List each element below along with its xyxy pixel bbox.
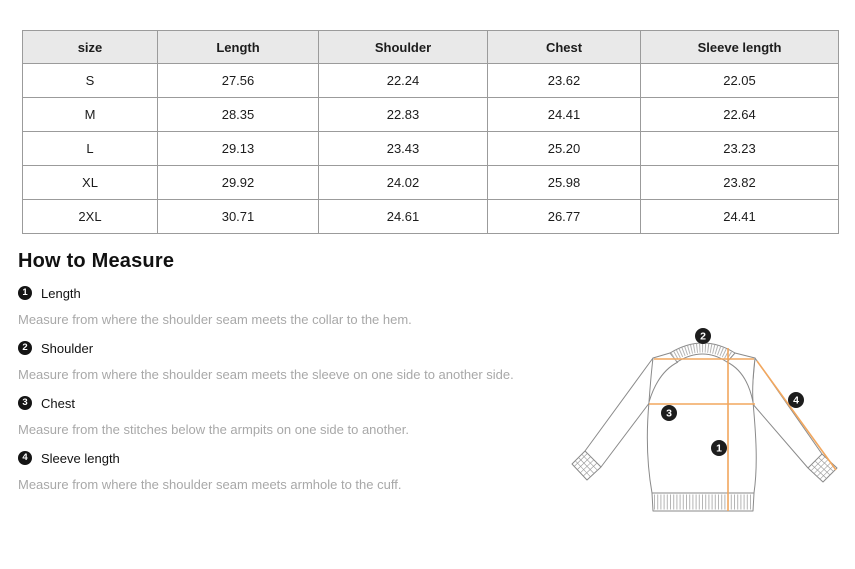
- column-header-chest: Chest: [488, 31, 641, 64]
- marker-3: [661, 405, 677, 421]
- header-row: [23, 31, 839, 64]
- measurement-cell: 22.64: [641, 98, 839, 132]
- column-header-sleeve-length: Sleeve length: [641, 31, 839, 64]
- measure-item-shoulder: [18, 340, 563, 382]
- size-chart-table: [22, 30, 839, 234]
- step-2-badge: 2: [18, 341, 32, 355]
- measurement-cell: 29.92: [158, 166, 319, 200]
- measure-item-label: Sleeve length: [41, 450, 120, 466]
- step-3-badge: 3: [18, 396, 32, 410]
- marker-1: [711, 440, 727, 456]
- measurement-cell: 24.61: [319, 200, 488, 234]
- size-cell: XL: [23, 166, 158, 200]
- size-cell: 2XL: [23, 200, 158, 234]
- measure-item-description: Measure from the stitches below the armpits on one side to another.: [18, 422, 409, 437]
- measurement-cell: 22.83: [319, 98, 488, 132]
- measure-item-length: [18, 285, 563, 327]
- table-row: [23, 64, 839, 98]
- how-to-measure-title: How to Measure: [18, 250, 175, 272]
- measure-item-label: Chest: [41, 395, 75, 411]
- measurement-cell: 25.20: [488, 132, 641, 166]
- sweater-back-illustration: [560, 320, 855, 569]
- measurement-cell: 22.24: [319, 64, 488, 98]
- size-cell: M: [23, 98, 158, 132]
- measure-item-sleeve-length: [18, 450, 563, 492]
- measurement-cell: 23.62: [488, 64, 641, 98]
- measurement-cell: 22.05: [641, 64, 839, 98]
- measurement-cell: 29.13: [158, 132, 319, 166]
- step-1-badge: 1: [18, 286, 32, 300]
- table-row: [23, 98, 839, 132]
- table-row: [23, 166, 839, 200]
- sweater-left-sleeve: [572, 358, 653, 480]
- measurement-cell: 26.77: [488, 200, 641, 234]
- measurement-cell: 27.56: [158, 64, 319, 98]
- svg-text:2: 2: [700, 330, 706, 343]
- measurement-cell: 25.98: [488, 166, 641, 200]
- svg-text:1: 1: [716, 442, 722, 455]
- table-row: [23, 200, 839, 234]
- measurement-cell: 23.82: [641, 166, 839, 200]
- table-row: [23, 132, 839, 166]
- size-chart: [22, 30, 839, 234]
- column-header-shoulder: Shoulder: [319, 31, 488, 64]
- size-cell: L: [23, 132, 158, 166]
- measure-item-description: Measure from where the shoulder seam meets the sleeve on one side to another side.: [18, 367, 514, 382]
- column-header-length: Length: [158, 31, 319, 64]
- measurement-cell: 23.23: [641, 132, 839, 166]
- measurement-cell: 24.41: [641, 200, 839, 234]
- step-4-badge: 4: [18, 451, 32, 465]
- measure-item-description: Measure from where the shoulder seam meets armhole to the cuff.: [18, 477, 402, 492]
- column-header-size: size: [23, 31, 158, 64]
- measurement-cell: 30.71: [158, 200, 319, 234]
- measurement-cell: 28.35: [158, 98, 319, 132]
- svg-text:3: 3: [666, 407, 672, 420]
- how-to-measure-section: [18, 250, 563, 492]
- measurement-cell: 24.41: [488, 98, 641, 132]
- measure-item-chest: [18, 395, 563, 437]
- measurement-cell: 23.43: [319, 132, 488, 166]
- measurement-cell: 24.02: [319, 166, 488, 200]
- svg-text:4: 4: [793, 394, 799, 407]
- sweater-measurement-diagram: [560, 320, 855, 569]
- measure-item-label: Length: [41, 285, 81, 301]
- size-cell: S: [23, 64, 158, 98]
- measure-item-label: Shoulder: [41, 340, 94, 356]
- marker-4: [788, 392, 804, 408]
- marker-2: [695, 328, 711, 344]
- measure-item-description: Measure from where the shoulder seam meets the collar to the hem.: [18, 312, 412, 327]
